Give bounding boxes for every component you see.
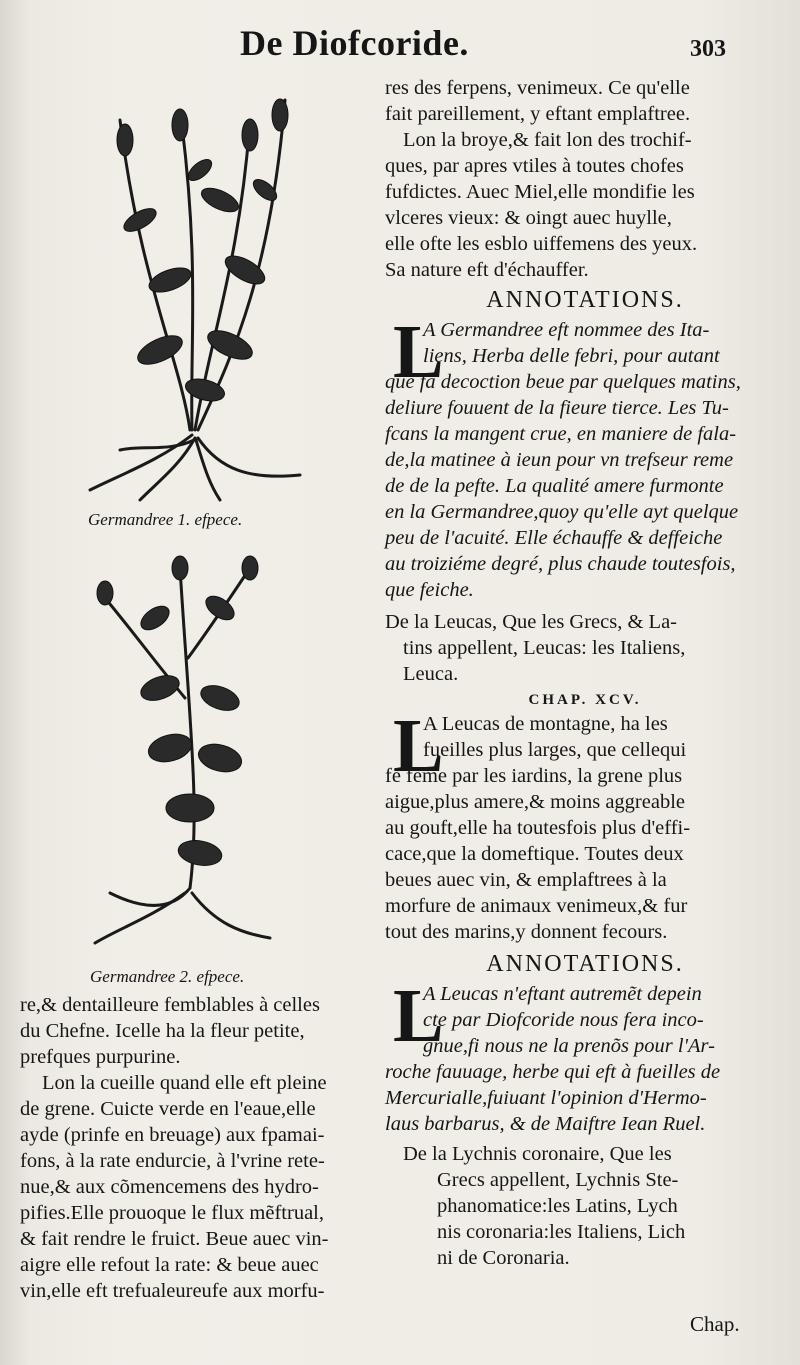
page-number: 303 bbox=[690, 36, 726, 62]
right-text-column bbox=[385, 75, 785, 1271]
annotation-paragraph-2 bbox=[385, 974, 785, 1137]
text-line: fueilles plus larges, que cellequi bbox=[423, 739, 687, 761]
text-line: fe feme par les iardins, la grene plus bbox=[385, 765, 683, 787]
figure-1-caption: Germandree 1. efpece. bbox=[88, 510, 243, 529]
text-line: pifies.Elle prouoque le flux mẽftrual, bbox=[20, 1202, 324, 1224]
text-line: de de la pefte. La qualité amere furmonte bbox=[385, 475, 724, 497]
chapter-paragraph bbox=[385, 704, 785, 945]
text-line: Grecs appellent, Lychnis Ste- bbox=[437, 1169, 679, 1191]
text-line: Lon la broye,& fait lon des trochif- bbox=[403, 129, 692, 151]
drop-cap: L bbox=[393, 704, 444, 788]
text-line: prefques purpurine. bbox=[20, 1046, 181, 1068]
annotation-paragraph-1 bbox=[385, 310, 785, 603]
text-line: de,la matinee à ieun pour vn trefseur reme bbox=[385, 449, 734, 471]
text-line: que feiche. bbox=[385, 579, 474, 601]
annotations-heading-1: ANNOTATIONS. bbox=[486, 287, 684, 313]
text-line: phanomatice:les Latins, Lych bbox=[437, 1195, 678, 1217]
text-line: du Chefne. Icelle ha la fleur petite, bbox=[20, 1020, 305, 1042]
text-line: de grene. Cuicte verde en l'eaue,elle bbox=[20, 1098, 316, 1120]
text-line: Leuca. bbox=[403, 663, 459, 685]
text-line: ques, par apres vtiles à toutes chofes bbox=[385, 155, 684, 177]
text-line: re,& dentailleure femblables à celles bbox=[20, 994, 320, 1016]
figure-2-caption: Germandree 2. efpece. bbox=[90, 967, 245, 986]
text-line: fait pareillement, y eftant emplaftree. bbox=[385, 103, 691, 125]
germandree-2-woodcut bbox=[80, 548, 280, 948]
lychnis-title bbox=[385, 1141, 785, 1271]
text-line: vin,elle eft trefualeureufe aux morfu- bbox=[20, 1280, 325, 1302]
text-line: en la Germandree,quoy qu'elle ayt quelque bbox=[385, 501, 739, 523]
text-line: A Leucas n'eftant autremẽt depein bbox=[423, 983, 702, 1005]
text-line: Sa nature eft d'échauffer. bbox=[385, 259, 589, 281]
text-line: morfure de animaux venimeux,& fur bbox=[385, 895, 688, 917]
running-title: De Diofcoride. bbox=[240, 23, 469, 63]
text-line: res des ferpens, venimeux. Ce qu'elle bbox=[385, 77, 690, 99]
text-line: au gouft,elle ha toutesfois plus d'effi- bbox=[385, 817, 691, 839]
text-line: tins appellent, Leucas: les Italiens, bbox=[403, 637, 686, 659]
text-line: fcans la mangent crue, en maniere de fala- bbox=[385, 423, 737, 445]
chapter-heading: CHAP. XCV. bbox=[528, 692, 642, 708]
text-line: roche fauuage, herbe qui eft à fueilles de bbox=[385, 1061, 721, 1083]
annotations-heading-2: ANNOTATIONS. bbox=[486, 951, 684, 977]
text-block-top bbox=[385, 75, 785, 283]
text-line: peu de l'acuité. Elle échauffe & deffeiche bbox=[385, 527, 723, 549]
left-text-column bbox=[20, 992, 375, 1304]
text-line: laus barbarus, & de Maiftre Iean Ruel. bbox=[385, 1113, 706, 1135]
text-line: ayde (prinfe en breuage) aux fpamai- bbox=[20, 1124, 325, 1146]
text-line: ni de Coronaria. bbox=[437, 1247, 570, 1269]
germandree-1-woodcut bbox=[80, 80, 310, 505]
text-line: De la Lychnis coronaire, Que les bbox=[403, 1143, 672, 1165]
text-line: cte par Diofcoride nous fera inco- bbox=[423, 1009, 704, 1031]
text-line: A Germandree eft nommee des Ita- bbox=[423, 319, 710, 341]
drop-cap: L bbox=[393, 974, 444, 1058]
text-line: A Leucas de montagne, ha les bbox=[423, 713, 668, 735]
text-line: deliure fouuent de la fieure tierce. Les Tu- bbox=[385, 397, 729, 419]
text-line: Lon la cueille quand elle eft pleine bbox=[42, 1072, 327, 1094]
text-line: au troiziéme degré, plus chaude toutesfois, bbox=[385, 553, 736, 575]
text-line: nue,& aux cõmencemens des hydro- bbox=[20, 1176, 319, 1198]
leucas-title bbox=[385, 609, 785, 687]
text-line: & fait rendre le fruict. Beue auec vin- bbox=[20, 1228, 329, 1250]
text-line: aigre elle refout la rate: & beue auec bbox=[20, 1254, 319, 1276]
text-line: gnue,fi nous ne la prenõs pour l'Ar- bbox=[423, 1035, 715, 1057]
text-line: fufdictes. Auec Miel,elle mondifie les bbox=[385, 181, 695, 203]
text-line: beues auec vin, & emplaftrees à la bbox=[385, 869, 667, 891]
text-line: nis coronaria:les Italiens, Lich bbox=[437, 1221, 686, 1243]
text-line: De la Leucas, Que les Grecs, & La- bbox=[385, 611, 677, 633]
text-line: vlceres vieux: & oingt auec huylle, bbox=[385, 207, 672, 229]
text-line: tout des marins,y donnent fecours. bbox=[385, 921, 668, 943]
text-line: Mercurialle,fuiuant l'opinion d'Hermo- bbox=[385, 1087, 707, 1109]
text-line: aigue,plus amere,& moins aggreable bbox=[385, 791, 685, 813]
drop-cap: L bbox=[393, 310, 444, 394]
text-line: fons, à la rate endurcie, à l'vrine rete- bbox=[20, 1150, 325, 1172]
catchword: Chap. bbox=[690, 1312, 740, 1336]
text-line: que fa decoction beue par quelques matins, bbox=[385, 371, 741, 393]
text-line: liens, Herba delle febri, pour autant bbox=[423, 345, 720, 367]
text-line: elle ofte les esblo uiffemens des yeux. bbox=[385, 233, 698, 255]
text-line: cace,que la domeftique. Toutes deux bbox=[385, 843, 684, 865]
